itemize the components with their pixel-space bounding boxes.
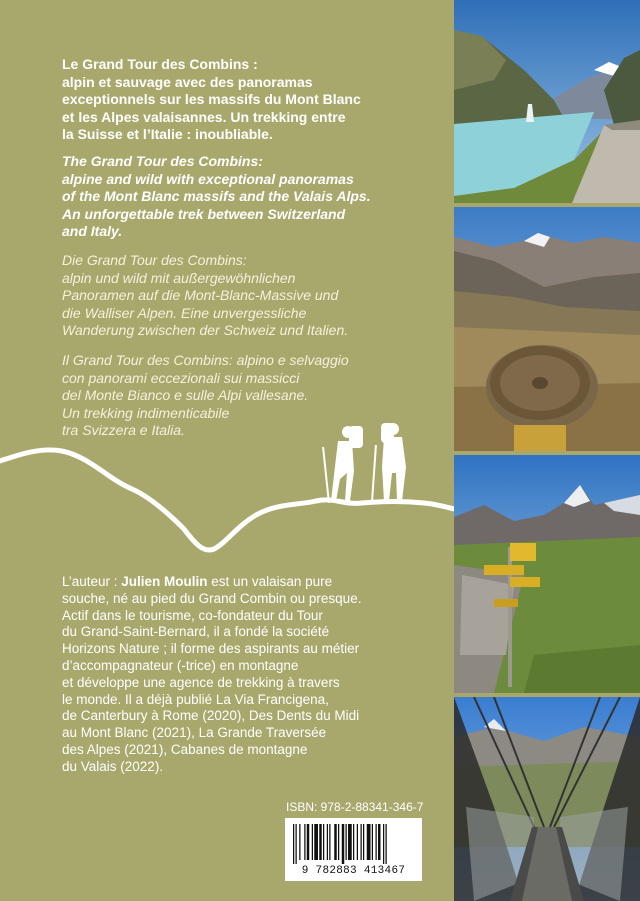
barcode-bar — [312, 824, 313, 860]
barcode-bar — [357, 824, 358, 860]
barcode-bar — [338, 824, 339, 860]
barcode-bar — [378, 824, 381, 860]
author-line: du Valais (2022). — [62, 758, 164, 774]
author-line: au Mont Blanc (2021), La Grande Traversée — [62, 725, 327, 741]
barcode-bar — [353, 824, 354, 860]
blurb-line: of the Mont Blanc massifs and the Valais Alps. — [62, 188, 371, 204]
barcode-bar — [323, 824, 324, 860]
barcode-bar — [346, 824, 347, 860]
barcode-bar — [319, 824, 322, 860]
photo-column — [454, 0, 640, 901]
photo-valley-viewpoint — [454, 207, 640, 451]
barcode-bar — [386, 824, 387, 864]
barcode-bar — [376, 824, 377, 860]
barcode-bar — [383, 824, 384, 864]
photo-suspension-bridge — [454, 697, 640, 901]
barcode-bar — [372, 824, 373, 860]
blurb-line: alpin et sauvage avec des panoramas — [62, 73, 313, 90]
barcode-bar — [367, 824, 371, 860]
barcode-bar — [363, 824, 364, 860]
author-bio — [62, 574, 442, 776]
blurb-english — [62, 153, 422, 241]
author-line: des Alpes (2021), Cabanes de montagne — [62, 741, 308, 757]
blurb-line: Panoramen auf die Mont-Blanc-Massive und — [62, 287, 339, 303]
author-label: L’auteur : — [62, 574, 122, 589]
photo-signpost — [454, 455, 640, 693]
blurb-line: die Walliser Alpen. Eine unvergessliche — [62, 304, 307, 321]
author-text: est un valaisan pure — [207, 574, 333, 589]
author-line: d’accompagnateur (-trice) en montagne — [62, 657, 299, 673]
barcode-bar — [329, 824, 330, 860]
blurb-line: la Suisse et l’Italie : inoubliable. — [62, 126, 273, 142]
blurb-line: An unforgettable trek between Switzerland — [62, 205, 346, 222]
hikers-icon — [322, 423, 406, 503]
author-line — [62, 574, 442, 591]
blurb-line: Le Grand Tour des Combins : — [62, 56, 258, 72]
author-line: du Grand-Saint-Bernard, il a fondé la société — [62, 624, 330, 640]
barcode-bar — [342, 824, 345, 864]
blurb-german — [62, 252, 422, 340]
author-name: Julien Moulin — [121, 574, 208, 589]
barcode-bar — [296, 824, 297, 864]
author-line: souche, né au pied du Grand Combin ou presque. — [62, 590, 362, 606]
photo-reservoir-lake — [454, 0, 640, 203]
blurb-line: con panorami eccezionali sui massicci — [62, 369, 300, 386]
barcode-bar — [293, 824, 294, 864]
blurb-french — [62, 56, 422, 144]
barcode — [285, 818, 422, 881]
blurb-line: exceptionnels sur les massifs du Mont Blanc — [62, 91, 361, 107]
barcode-number: 9 782883 413467 — [301, 865, 406, 877]
barcode-bar — [361, 824, 362, 860]
author-line: Horizons Nature ; il forme des aspirants au métier — [62, 641, 360, 657]
blurb-line: del Monte Bianco e sulle Alpi vallesane. — [62, 387, 309, 403]
blurb-line: Il Grand Tour des Combins: alpino e selvaggio — [62, 352, 349, 368]
author-line: le monde. Il a déjà publié La Via Francigena, — [62, 691, 329, 707]
blurb-line: and Italy. — [62, 223, 123, 239]
barcode-bars — [285, 818, 422, 866]
blurb-line: tra Svizzera e Italia. — [62, 422, 185, 438]
author-line: de Canterbury à Rome (2020), Des Dents du Midi — [62, 708, 360, 724]
barcode-bar — [299, 824, 300, 860]
author-line: et développe une agence de trekking à travers — [62, 674, 340, 690]
barcode-bar — [307, 824, 310, 860]
barcode-bar — [304, 824, 305, 860]
ridge-illustration — [0, 415, 454, 565]
blurb-line: Die Grand Tour des Combins: — [62, 252, 247, 268]
blurb-line: The Grand Tour des Combins: — [62, 153, 263, 169]
barcode-bar — [327, 824, 328, 860]
blurb-line: alpin und wild mit außergewöhnlichen — [62, 269, 296, 286]
blurb-line: et les Alpes valaisannes. Un trekking entre — [62, 108, 346, 125]
blurb-line: alpine and wild with exceptional panoramas — [62, 170, 354, 187]
author-line: Actif dans le tourisme, co-fondateur du Tour — [62, 607, 323, 623]
isbn-text: ISBN: 978-2-88341-346-7 — [286, 800, 424, 814]
barcode-bar — [314, 824, 318, 860]
barcode-bar — [334, 824, 337, 860]
blurb-line: Un trekking indimenticabile — [62, 404, 230, 421]
blurb-line: Wanderung zwischen der Schweiz und Italien. — [62, 322, 349, 338]
barcode-bar — [348, 824, 352, 860]
